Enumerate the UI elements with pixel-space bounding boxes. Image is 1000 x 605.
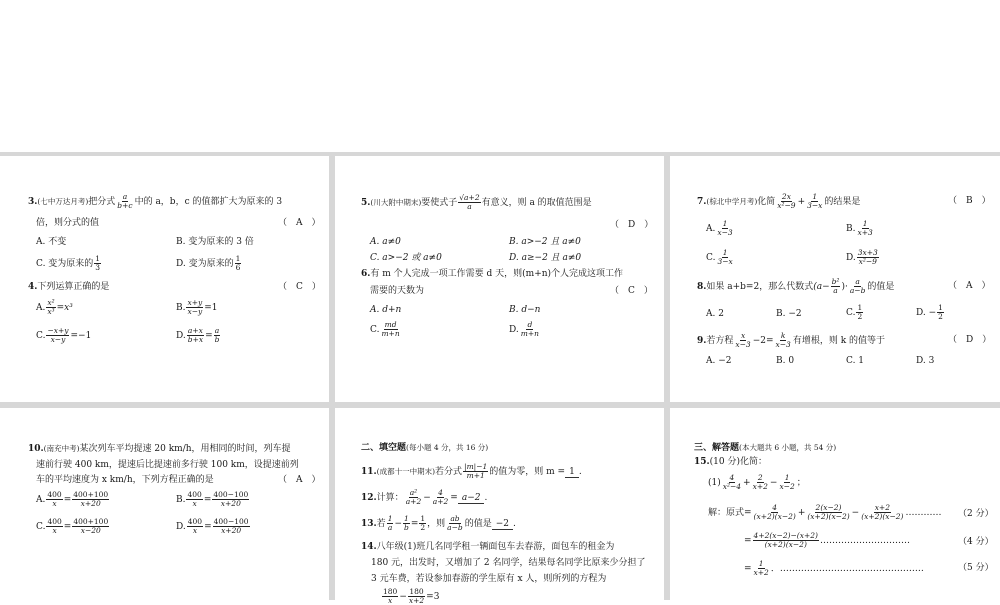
q3-option-c: C. 变为原来的 $\frac{1}{3}$	[36, 254, 101, 272]
q14-equation: $\frac{180}{x}$ − $\frac{180}{x+2}$ =3	[383, 587, 440, 605]
q15-part1: (1) $\frac{4}{\text{x²−4}}$ + $\frac{2}{x+2}$ − $\frac{1}{x-2}$ ；	[708, 473, 806, 491]
q7-answer: （ B ）	[948, 196, 991, 206]
section-3-heading: 三、解答题(本大题共 6 小题，共 54 分)	[694, 443, 837, 453]
q5-option-b: B. a>−2 且 a≠0	[509, 237, 581, 247]
q6-answer: （ C ）	[610, 286, 653, 296]
q15-stem: 15.(10 分)化简：	[694, 457, 768, 467]
panel-solutions	[670, 408, 1000, 600]
q8-answer: （ A ）	[948, 281, 991, 291]
q4-option-b: B. $\frac{x+y}{x-y}$ =1	[176, 298, 218, 316]
q9-option-a: A. −2	[706, 356, 732, 366]
q3-option-a: A. 不变	[36, 237, 67, 247]
q4-answer: （ C ）	[278, 282, 321, 292]
q9-answer: （ D ）	[948, 335, 992, 345]
q8-option-d: D. − $\frac{1}{2}$	[916, 303, 943, 321]
solution-step2: = $\frac{4+2(x-2)-(x+2)}{(x+2)(x-2)}$ …………………………	[744, 531, 910, 549]
q6-line2: 需要的天数为	[370, 286, 425, 296]
panel-fill-in	[335, 408, 664, 605]
q7-option-a: A. $\frac{1}{x-3}$	[706, 219, 733, 237]
q3-number: 3.	[28, 196, 38, 207]
q3-option-d: D. 变为原来的 $\frac{1}{6}$	[176, 254, 241, 272]
top-blank-area	[0, 0, 1000, 152]
q4-option-d: D. $\frac{a+x}{b+x}$ = $\frac{a}{b}$	[176, 326, 220, 344]
q3-fraction: $\frac{a}{b+c}$	[117, 192, 133, 210]
q9-stem: 9.若方程 $\frac{x}{x-3}$ −2= $\frac{k}{x-3}$ 有增根，则 k 的值等于	[697, 331, 886, 349]
page-grid	[0, 152, 1000, 605]
q6-option-b: B. d−n	[509, 305, 541, 315]
q6-option-d: D. $\frac{d}{m+n}$	[509, 320, 539, 338]
q6-option-a: A. d+n	[370, 305, 402, 315]
step1-score: （2 分）	[958, 509, 994, 519]
q3-line1: 3.(七中万达月考)把分式 $\frac{a}{b+c}$ 中的 a，b，c 的值都扩大为原来的 3	[28, 192, 283, 210]
q9-option-d: D. 3	[916, 356, 935, 366]
q4-stem: 4.下列运算正确的是	[28, 282, 110, 292]
q5-option-d: D. a≥−2 且 a≠0	[509, 253, 582, 263]
q4-option-a: A. $\frac{\text{x²}}{\text{x³}}$ =x³	[36, 298, 73, 316]
q3-answer: （ A ）	[278, 218, 321, 228]
q12: 12.计算： $\frac{\text{a²}}{a+2}$ − $\frac{4}{a+2}$ = a−2 .	[361, 488, 488, 506]
solution-step3: = $\frac{1}{x+2}$ ．…………………………………………	[744, 559, 924, 577]
q5-stem: 5.(川大附中期末)要使式子 $\frac{√a+2}{a}$ 有意义，则 a 的取值范围是	[361, 193, 592, 211]
q11-answer-blank: 1	[565, 467, 579, 478]
q11: 11.(成都十一中期末)若分式 $\frac{|m|-1}{m+1}$ 的值为零，则 m = 1 .	[361, 462, 582, 480]
q7-option-c: C. $\frac{1}{3-x}$	[706, 248, 733, 266]
q10-line1: 10.(南充中考)某次列车平均提速 20 km/h，用相同的时间，列车提	[28, 444, 291, 454]
q14-line1: 14.八年级(1)班几名同学租一辆面包车去春游，面包车的租金为	[361, 542, 615, 552]
q5-option-a: A. a≠0	[370, 237, 401, 247]
q5-option-c: C. a>−2 或 a≠0	[370, 253, 442, 263]
q4-option-c: C. $\frac{-x+y}{x-y}$ =−1	[36, 326, 92, 344]
step2-score: （4 分）	[958, 537, 994, 547]
q8-stem: 8.如果 a+b=2，那么代数式(a− $\frac{\text{b²}}{a}$ )· $\frac{a}{a-b}$ 的值是	[697, 277, 895, 295]
q6-line1: 6.有 m 个人完成一项工作需要 d 天，则(m+n)个人完成这项工作	[361, 269, 624, 279]
q7-option-b: B. $\frac{1}{x+3}$	[846, 219, 873, 237]
solution-step1: 解：原式= $\frac{4}{(x+2)(x-2)}$ + $\frac{2(x-2)}{(x+2)(x-2)}$ − $\frac{x+2}{(x+2)(x-2)}$ …………	[708, 503, 942, 521]
q13: 13.若 $\frac{1}{a}$ − $\frac{1}{b}$ = $\frac{1}{2}$ ，则 $\frac{ab}{a-b}$ 的值是 −2 .	[361, 514, 516, 532]
q10-option-d: D. $\frac{400}{x}$ = $\frac{400-100}{x+20}$	[176, 517, 249, 535]
panel-q5-q6	[335, 156, 664, 402]
panel-q3-q4	[0, 156, 329, 402]
q3-source: (七中万达月考)	[37, 196, 89, 206]
step3-score: （5 分）	[958, 563, 994, 573]
q10-answer: （ A ）	[278, 475, 321, 485]
q8-option-a: A. 2	[706, 309, 724, 319]
q14-line2: 180 元，出发时，又增加了 2 名同学，结果每名同学比原来少分担了	[371, 558, 646, 568]
q7-stem: 7.(棕北中学月考)化简 $\frac{2x}{\text{x²−9}}$ + $\frac{1}{3-x}$ 的结果是	[697, 192, 861, 210]
panel-q7-q9	[670, 156, 1000, 402]
q3-option-b: B. 变为原来的 3 倍	[176, 237, 254, 247]
q8-option-b: B. −2	[776, 309, 802, 319]
q6-option-c: C. $\frac{md}{m+n}$	[370, 320, 400, 338]
q10-line2: 速前行驶 400 km，提速后比提速前多行驶 100 km，设提速前列	[36, 460, 299, 470]
q5-answer: （ D ）	[610, 220, 654, 230]
q9-option-c: C. 1	[846, 356, 865, 366]
q14-line3: 3 元车费，若设参加春游的学生原有 x 人，则所列的方程为	[371, 574, 607, 584]
q7-option-d: D. $\frac{3x+3}{\text{x²−9}}$	[846, 248, 878, 266]
q13-answer-blank: −2	[492, 519, 513, 530]
q10-option-c: C. $\frac{400}{x}$ = $\frac{400+100}{x-20}$	[36, 517, 109, 535]
q12-answer-blank: a−2	[458, 493, 485, 504]
q3-line2: 倍，则分式的值	[36, 218, 100, 228]
q3-stem: 把分式	[88, 196, 116, 207]
q10-option-a: A. $\frac{400}{x}$ = $\frac{400+100}{x+20}$	[36, 490, 109, 508]
q10-option-b: B. $\frac{400}{x}$ = $\frac{400-100}{x+20}$	[176, 490, 249, 508]
panel-q10	[0, 408, 329, 600]
q9-option-b: B. 0	[776, 356, 795, 366]
q10-line3: 车的平均速度为 x km/h，下列方程正确的是	[36, 475, 214, 485]
q8-option-c: C. $\frac{1}{2}$	[846, 303, 863, 321]
section-2-heading: 二、填空题(每小题 4 分，共 16 分)	[361, 443, 489, 453]
